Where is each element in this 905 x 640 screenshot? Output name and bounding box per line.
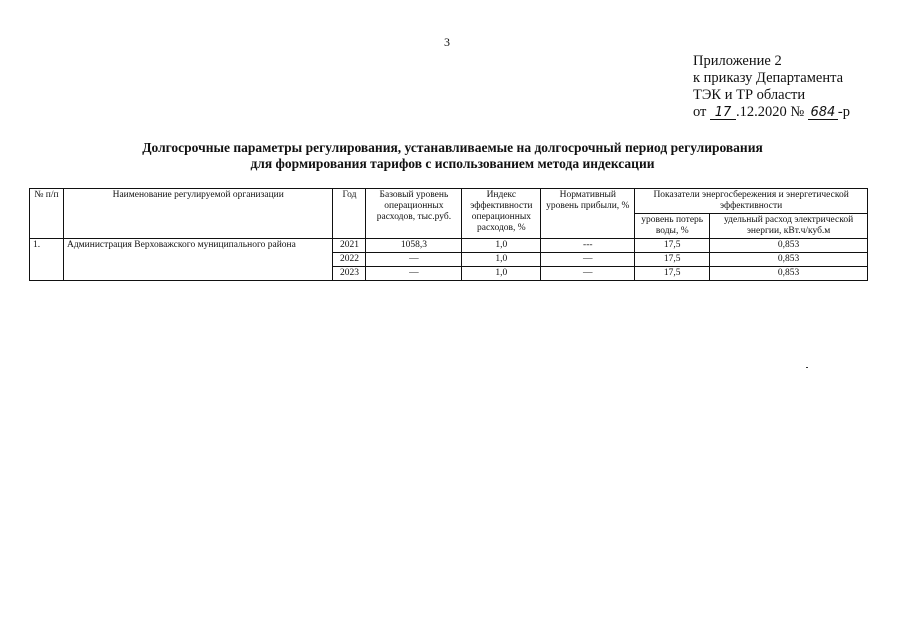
appendix-date-line — [693, 104, 850, 121]
cell-base: 1058,3 — [366, 239, 462, 253]
handwritten-day: 17 — [710, 106, 736, 120]
document-title — [0, 140, 905, 172]
cell-index: 1,0 — [462, 253, 541, 267]
appendix-block — [693, 53, 850, 121]
appendix-line-3: ТЭК и ТР области — [693, 87, 806, 103]
parameters-table — [29, 188, 868, 281]
cell-base: — — [366, 253, 462, 267]
cell-consumption: 0,853 — [710, 267, 868, 281]
header-efficiency-index: Индекс эффективности операционных расходов, % — [462, 189, 541, 239]
cell-base: — — [366, 267, 462, 281]
cell-consumption: 0,853 — [710, 239, 868, 253]
scan-speck — [806, 367, 808, 368]
cell-index: 1,0 — [462, 267, 541, 281]
cell-year: 2022 — [333, 253, 366, 267]
cell-year: 2021 — [333, 239, 366, 253]
table-row — [30, 239, 868, 253]
cell-year: 2023 — [333, 267, 366, 281]
handwritten-order-number: 684 — [808, 106, 838, 120]
header-profit-level: Нормативный уровень прибыли, % — [541, 189, 635, 239]
cell-profit: --- — [541, 239, 635, 253]
header-energy-group: Показатели энергосбережения и энергетической эффективности — [635, 189, 868, 214]
appendix-line-1: Приложение 2 — [693, 53, 782, 69]
cell-consumption: 0,853 — [710, 253, 868, 267]
appendix-line-2: к приказу Департамента — [693, 70, 844, 86]
header-org: Наименование регулируемой организации — [63, 189, 333, 239]
date-rest: .12.2020 № — [736, 104, 805, 120]
header-num: № п/п — [30, 189, 64, 239]
org-name: Администрация Верховажского муниципального района — [63, 239, 333, 281]
order-suffix: -р — [837, 104, 850, 120]
cell-loss: 17,5 — [635, 267, 710, 281]
org-number: 1. — [30, 239, 64, 281]
header-base-expenses: Базовый уровень операционных расходов, тыс.руб. — [366, 189, 462, 239]
header-row-1 — [30, 189, 868, 214]
header-year: Год — [333, 189, 366, 239]
header-water-loss: уровень потерь воды, % — [635, 214, 710, 239]
cell-index: 1,0 — [462, 239, 541, 253]
cell-profit: — — [541, 253, 635, 267]
date-prefix: от — [693, 104, 707, 120]
page-number: 3 — [444, 35, 450, 49]
cell-profit: — — [541, 267, 635, 281]
cell-loss: 17,5 — [635, 239, 710, 253]
title-line-2: для формирования тарифов с использованием метода индексации — [250, 156, 655, 171]
title-line-1: Долгосрочные параметры регулирования, устанавливаемые на долгосрочный период регулирования — [142, 140, 763, 155]
header-energy-consumption: удельный расход электрической энергии, кВт.ч/куб.м — [710, 214, 868, 239]
cell-loss: 17,5 — [635, 253, 710, 267]
